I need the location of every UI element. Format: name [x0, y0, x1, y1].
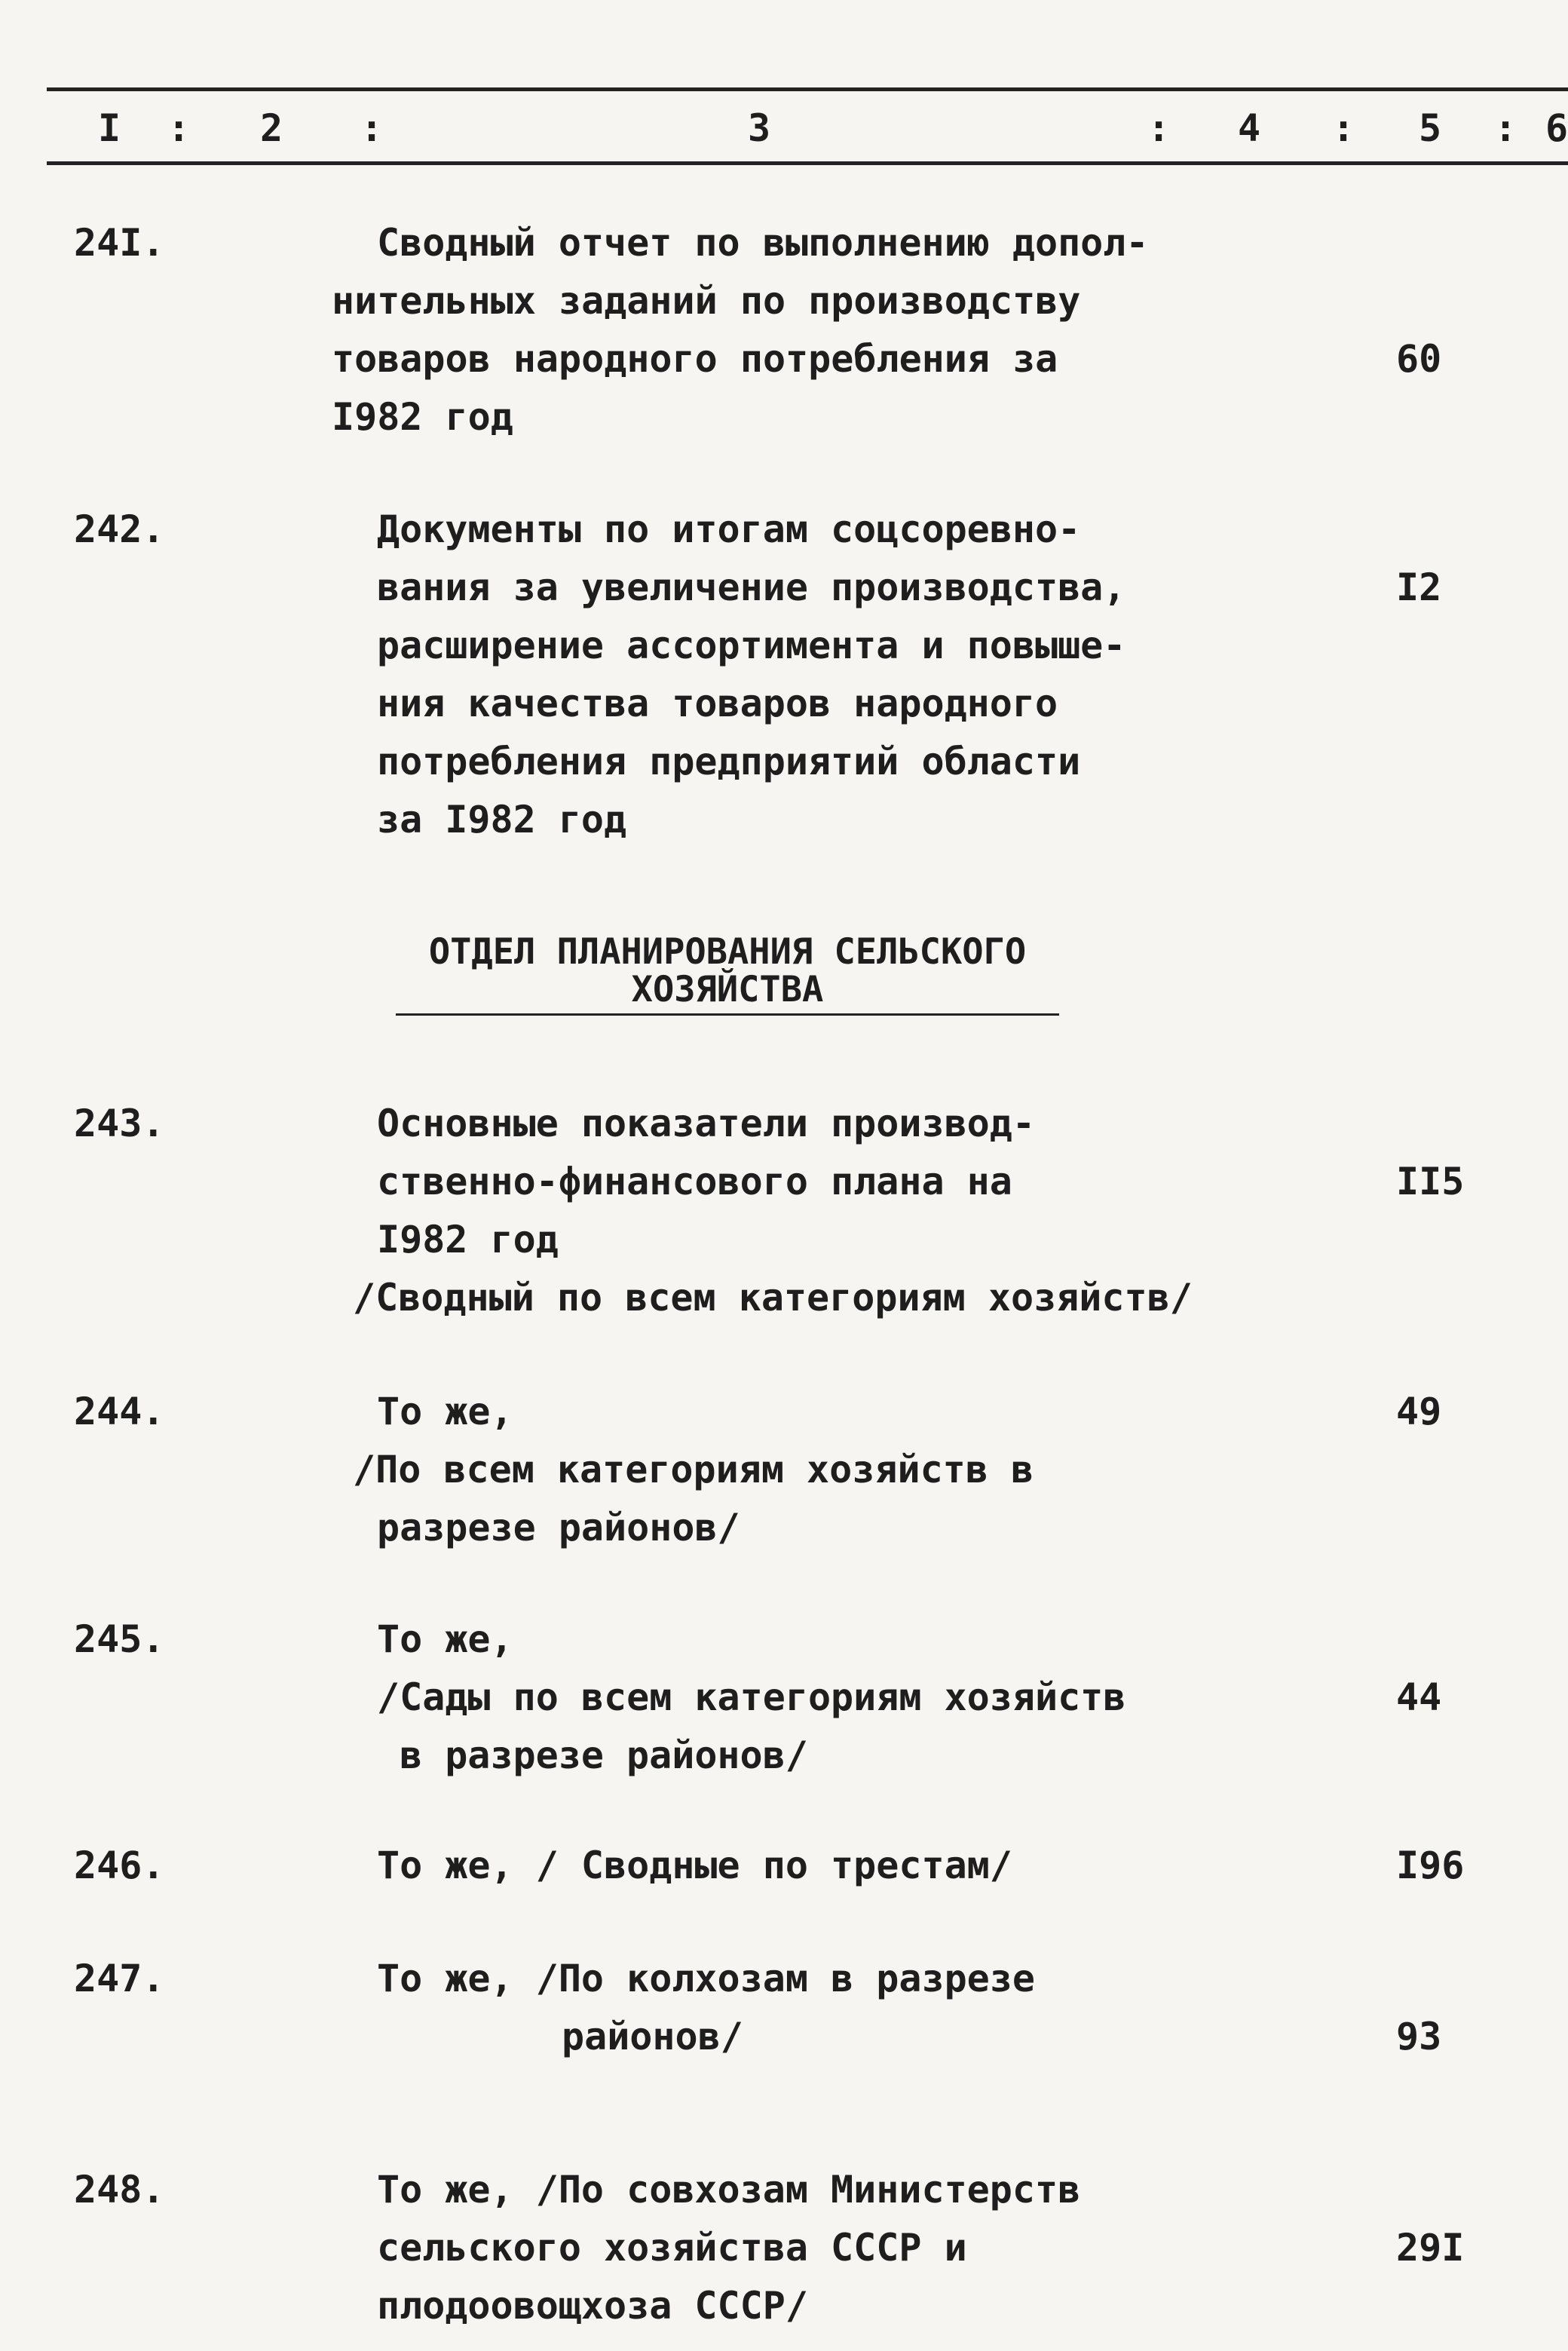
entry-number: 247.: [74, 1957, 165, 2000]
entry-sheet-count: II5: [1396, 1160, 1465, 1203]
header-sep: :: [167, 106, 191, 150]
section-underline: [396, 1013, 1059, 1016]
entry-sheet-count: 44: [1396, 1675, 1442, 1719]
entry-number: 244.: [74, 1390, 165, 1433]
entry-text-line: То же, /По совхозам Министерств: [377, 2168, 1081, 2212]
entry-text-line: То же, / Сводные по трестам/: [377, 1844, 1012, 1887]
header-col-6: 6: [1545, 106, 1568, 150]
entry-sheet-count: 60: [1396, 337, 1442, 381]
header-top-rule: [47, 87, 1568, 91]
entry-number: 246.: [74, 1844, 165, 1887]
section-heading-line-1: ОТДЕЛ ПЛАНИРОВАНИЯ СЕЛЬСКОГО: [428, 931, 1027, 973]
entry-text-line: плодоовощхоза СССР/: [377, 2284, 808, 2328]
entry-text-line: товаров народного потребления за: [332, 337, 1058, 381]
entry-sheet-count: 49: [1396, 1390, 1442, 1433]
entry-text-line: Сводный отчет по выполнению допол-: [377, 221, 1149, 265]
entry-text-line: нительных заданий по производству: [332, 279, 1081, 323]
section-heading: [396, 933, 1059, 1016]
entry-number: 248.: [74, 2168, 165, 2212]
header-col-1: I: [98, 106, 121, 150]
entry-sheet-count: I2: [1396, 566, 1442, 609]
header-col-2: 2: [260, 106, 283, 150]
entry-text-line: ственно-финансового плана на: [377, 1160, 1012, 1203]
header-sep: :: [1332, 106, 1355, 150]
header-col-4: 4: [1238, 106, 1261, 150]
header-sep: :: [1147, 106, 1171, 150]
entry-text-line: /По всем категориям хозяйств в: [353, 1448, 1034, 1491]
entry-text-line: потребления предприятий области: [377, 740, 1081, 783]
entry-text-line: То же, /По колхозам в разрезе: [377, 1957, 1035, 2000]
entry-sheet-count: 29I: [1396, 2226, 1465, 2270]
entry-text-line: сельского хозяйства СССР и: [377, 2226, 967, 2270]
entry-text-line: ния качества товаров народного: [377, 682, 1058, 725]
header-sep: :: [1494, 106, 1517, 150]
entry-text-line: районов/: [562, 2015, 743, 2058]
entry-text-line: I982 год: [332, 395, 513, 439]
header-sep: :: [360, 106, 384, 150]
entry-text-line: разрезе районов/: [377, 1506, 740, 1549]
entry-text-line: То же,: [377, 1617, 513, 1661]
entry-number: 243.: [74, 1102, 165, 1145]
entry-number: 24I.: [74, 221, 165, 265]
entry-sheet-count: I96: [1396, 1844, 1465, 1887]
entry-text-line: за I982 год: [377, 798, 627, 841]
entry-text-line: вания за увеличение производства,: [377, 566, 1126, 609]
entry-text-line: I982 год: [377, 1218, 559, 1261]
entry-text-line: Документы по итогам соцсоревно-: [377, 507, 1081, 551]
header-col-3: 3: [748, 106, 771, 150]
entry-text-line: /Сады по всем категориям хозяйств: [377, 1675, 1126, 1719]
entry-sheet-count: 93: [1396, 2015, 1442, 2058]
entry-text-line: расширение ассортимента и повыше-: [377, 624, 1126, 667]
entry-number: 245.: [74, 1617, 165, 1661]
entry-number: 242.: [74, 507, 165, 551]
entry-text-line: Основные показатели производ-: [377, 1102, 1035, 1145]
header-col-5: 5: [1419, 106, 1442, 150]
section-heading-line-2: ХОЗЯЙСТВА: [631, 969, 824, 1010]
entry-text-line: То же,: [377, 1390, 513, 1433]
entry-text-line: /Сводный по всем категориям хозяйств/: [353, 1276, 1193, 1320]
entry-text-line: в разрезе районов/: [400, 1733, 808, 1777]
header-bottom-rule: [47, 161, 1568, 165]
